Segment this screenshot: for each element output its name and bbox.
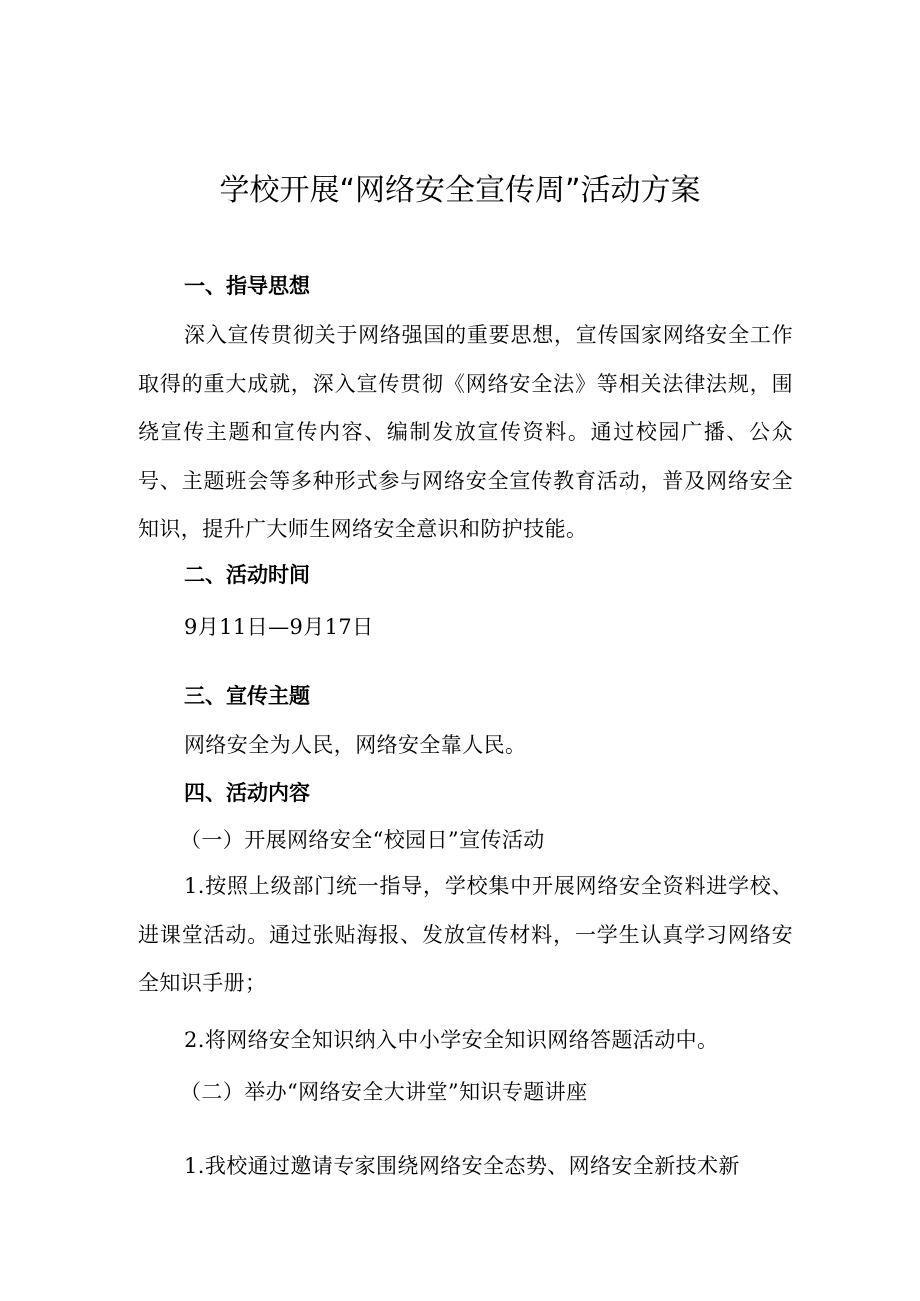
section-heading-guiding-ideology: 一、指导思想	[184, 274, 310, 298]
paragraph-lecture-item-1: 1.我校通过邀请专家围绕网络安全态势、网络安全新技术新	[184, 1154, 740, 1178]
section-heading-activity-time: 二、活动时间	[184, 563, 310, 587]
paragraph-campus-day-item-1: 1.按照上级部门统一指导，学校集中开展网络安全资料进学校、进课堂活动。通过张贴海报、发放宣传材料，一学生认真学习网络安全知识手册；	[138, 874, 793, 995]
document-title: 学校开展“网络安全宣传周”活动方案	[219, 173, 701, 208]
paragraph-campus-day-item-2: 2.将网络安全知识纳入中小学安全知识网络答题活动中。	[184, 1028, 719, 1052]
activity-time-text: 9月11日—9月17日	[184, 615, 374, 639]
paragraph-guiding-ideology: 深入宣传贯彻关于网络强国的重要思想，宣传国家网络安全工作取得的重大成就，深入宣传贯彻《网络安全法》等相关法律法规，围绕宣传主题和宣传内容、编制发放宣传资料。通过校园广播、公众号、主题班会等多种形式参与网络安全宣传教育活动，普及网络安全知识，提升广大师生网络安全意识和防护技能。	[138, 323, 793, 541]
subsection-title-campus-day: （一）开展网络安全“校园日”宣传活动	[180, 828, 545, 852]
section-heading-theme: 三、宣传主题	[184, 684, 310, 708]
subsection-title-lecture: （二）举办“网络安全大讲堂”知识专题讲座	[180, 1080, 588, 1104]
section-heading-activity-content: 四、活动内容	[184, 781, 310, 805]
theme-text: 网络安全为人民，网络安全靠人民。	[184, 733, 527, 757]
